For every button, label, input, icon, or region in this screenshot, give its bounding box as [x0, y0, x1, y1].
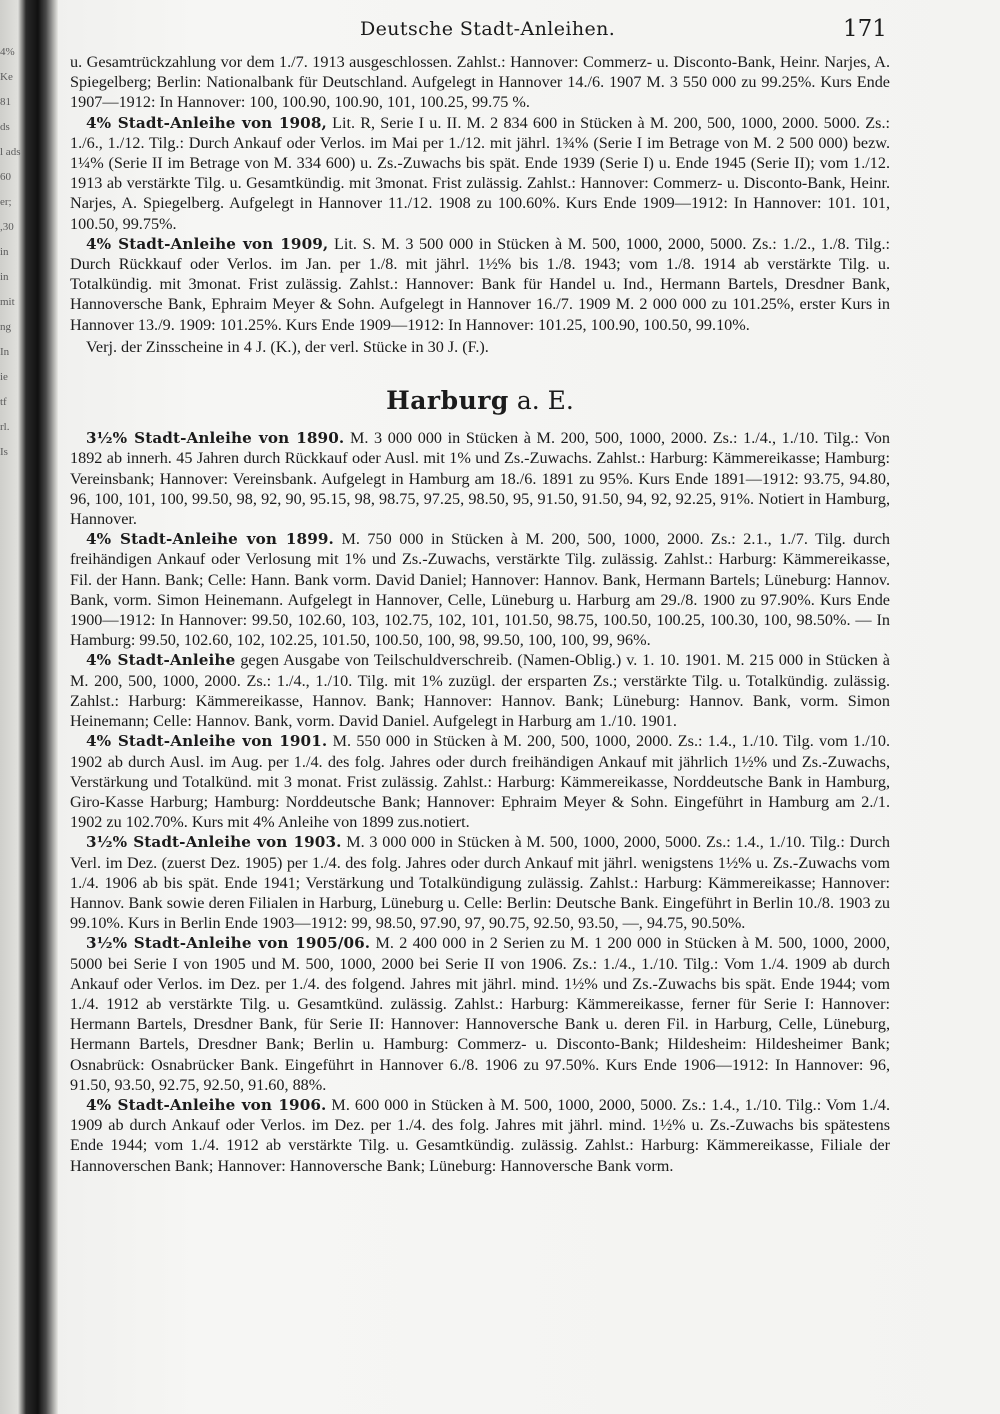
loan-title: 3½% Stadt-Anleihe von 1890.	[86, 429, 345, 448]
loan-details: M. 2 400 000 in 2 Serien zu M. 1 200 000 in Stücken à M. 500, 1000, 2000, 5000 bei Serie I von 1905 und M. 500, 1000, 2000 bei Serie II von 1906. Zs.: 1./4., 1./10. Tilg.: Vom 1./4. 1909 ab durch Ankauf oder Verlos. im Dez. per 1./4. des folgend. Jahres mit jährl. mind. 1½% und Zs.-Zuwachs bis spät. Ende 1944; vom 1./4. 1912 ab verstärkte Tilg. u. Gesamtkünd. zulässig. Zahlst.: Harburg: Kämmereikasse, ferner für Serie I: Hannover: Hermann Bartels, Dresdner Bank, für Serie II: Hannover: Hannoversche Bank u. deren Fil. in Harburg, Celle, Lüneburg, Hermann Bartels, Dresdner Bank; Berlin u. Hamburg: Commerz- u. Disconto-Bank; Hildesheim: Hildesheimer Bank; Osnabrück: Osnabrücker Bank. Eingeführt in Hannover 6./8. 1906 zu 97.50%. Kurs Ende 1906—1912: In Hannover: 96, 91.50, 93.50, 92.75, 92.50, 91.60, 88%.	[70, 934, 890, 1094]
loan-title: 3½% Stadt-Anleihe von 1905/06.	[86, 934, 371, 953]
loan-entry	[70, 731, 890, 832]
loan-details: Lit. S. M. 3 500 000 in Stücken à M. 500, 1000, 2000, 5000. Zs.: 1./2., 1./8. Tilg.: Durch Rückkauf oder Verlos. im Jan. per 1./8. mit jährl. 1½% bis 1./8. 1943; vom 1./8. 1914 ab verstärkte Tilg. u. Totalkündig. mit 3monat. Frist zulässig. Zahlst.: Hannover: Bank für Handel u. Ind., Hermann Bartels, Dresdner Bank, Hannoversche Bank, Ephraim Meyer & Sohn. Aufgelegt in Hannover 16./7. 1909 M. 2 000 000 zu 101.25%, erster Kurs in Hannover 13./9. 1909: 101.25%. Kurs Ende 1909—1912: In Hannover: 101.25, 100.90, 100.50, 99.10%.	[70, 234, 890, 334]
gutter-fragment: mit	[0, 296, 15, 308]
loan-title: 4% Stadt-Anleihe von 1909,	[86, 234, 329, 253]
loan-entry	[70, 933, 890, 1095]
loan-details: M. 3 000 000 in Stücken à M. 500, 1000, 2000, 5000. Zs.: 1.4., 1./10. Tilg.: Durch Verl. im Dez. (zuerst Dez. 1905) per 1./4. des folg. Jahres oder durch Ankauf mit jährl. wenigstens 1½% u. Zs.-Zuwachs vom 1./4. 1906 ab bis spät. Ende 1941; Verstärkung und Totalkündigung zulässig. Zahlst.: Harburg: Kämmereikasse; Hannover: Hannov. Bank sowie deren Filialen in Harburg, Lüneburg u. Celle: Berlin: Deutsche Bank. Eingeführt in Berlin 10./8. 1903 zu 99.10%. Kurs in Berlin Ende 1903—1912: 99, 98.50, 97.90, 97, 90.75, 92.50, 93.50, —, 94.75, 90.50%.	[70, 833, 890, 933]
document-page	[70, 12, 890, 1402]
loan-details: M. 750 000 in Stücken à M. 200, 500, 1000, 2000. Zs.: 2.1., 1./7. Tilg. durch freihändigen Ankauf oder Verlosung mit 1% und Zs.-Zuwachs, verstärkte Tilg. zulässig. Zahlst.: Harburg: Kämmereikasse, Fil. der Hann. Bank; Celle: Hann. Bank vorm. David Daniel; Hannover: Hannov. Bank, Hermann Bartels; Lüneburg: Hannov. Bank, vorm. Simon Heinemann. Aufgelegt in Hannover, Celle, Lüneburg u. Harburg am 29./8. 1900 zu 97.90%. Kurs Ende 1900—1912: In Hannover: 99.50, 102.60, 103, 102.75, 102, 101, 101.50, 98.75, 100.50, 100.25, 100.30, 100, 98.50%. — In Hamburg: 99.50, 102.60, 102, 102.25, 101.50, 100.50, 100, 98, 99.50, 100, 100, 99, 96%.	[70, 530, 890, 650]
limitation-note: Verj. der Zinsscheine in 4 J. (K.), der verl. Stücke in 30 J. (F.).	[86, 337, 489, 356]
loan-entry	[70, 1095, 890, 1176]
gutter-fragment: l ads	[0, 146, 21, 158]
gutter-fragment: Is	[0, 446, 8, 458]
loan-details: Lit. R, Serie I u. II. M. 2 834 600 in Stücken à M. 200, 500, 1000, 2000. 5000. Zs.: 1./6., 1./12. Tilg.: Durch Ankauf oder Verlos. im Mai per 1./12. mit jährl. 1¾% (Serie I im Betrage von M. 2 500 000) bezw. 1¼% (Serie II im Betrage von M. 334 600) u. Zs.-Zuwachs bis spät. Ende 1939 (Serie I) u. Ende 1945 (Serie II); vom 1./12. 1913 ab verstärkte Tilg. u. Gesamtkündig. mit 3monat. Frist zulässig. Zahlst.: Hannover: Commerz- u. Disconto-Bank, Heinr. Narjes, A. Spiegelberg. Aufgelegt in Hannover 11./12. 1908 zu 100.60%. Kurs Ende 1909—1912: In Hannover: 101. 101, 100.50, 99.75%.	[70, 113, 890, 233]
gutter-fragment: tf	[0, 396, 7, 408]
gutter-fragment: 81	[0, 96, 11, 108]
loan-entry	[70, 113, 890, 234]
running-title: Deutsche Stadt-Anleihen.	[360, 18, 616, 40]
gutter-fragment: In	[0, 346, 10, 358]
loan-details: gegen Ausgabe von Teilschuldverschreib. (Namen-Oblig.) v. 1. 10. 1901. M. 215 000 in Stücken à M. 200, 500, 1000, 2000. Zs.: 1./4., 1./10. Tilg. mit 1% zuzügl. der ersparten Zs.; verstärkte Tilg. u. Totalkündig. zulässig. Zahlst.: Harburg: Kämmereikasse, Hannov. Bank; Hannover: Hannov. Bank; Lüneburg: Hannov. Bank, vorm. Simon Heinemann; Celle: Hannov. Bank, vorm. David Daniel. Aufgelegt in Harburg am 1./10. 1901.	[70, 651, 890, 731]
gutter-fragment: rl.	[0, 421, 10, 433]
gutter-fragment: ds	[0, 121, 10, 133]
gutter-fragment: in	[0, 246, 9, 258]
loan-entry	[70, 529, 890, 650]
section-title-city: Harburg	[386, 386, 509, 416]
adjacent-page-fragments	[0, 40, 24, 600]
harburg-loan-list	[70, 428, 890, 1176]
gutter-fragment: 60	[0, 171, 11, 183]
loan-entry	[70, 428, 890, 529]
section-title-suffix: a. E.	[508, 386, 574, 416]
loan-details: M. 3 000 000 in Stücken à M. 200, 500, 1000, 2000. Zs.: 1./4., 1./10. Tilg.: Von 1892 ab innerh. 45 Jahren durch Rückkauf oder Ausl. mit 1% und Zs.-Zuwachs. Zahlst.: Harburg: Kämmereikasse; Hamburg: Vereinsbank; Hannover: Vereinsbank. Aufgelegt in Hamburg am 18./6. 1891 zu 95%. Kurs Ende 1891—1912: 93.75, 94.80, 96, 100, 101, 100, 99.50, 98, 92, 90, 95.15, 98, 98.75, 97.25, 98.50, 95, 91.50, 91.50, 94, 92, 92.25, 91%. Notiert in Hamburg, Hannover.	[70, 429, 890, 529]
loan-title: 4% Stadt-Anleihe von 1906.	[86, 1095, 327, 1114]
running-head	[70, 12, 890, 52]
loan-entry	[70, 234, 890, 335]
body-text	[70, 52, 890, 1176]
gutter-fragment: ,30	[0, 221, 14, 233]
loan-entry	[70, 650, 890, 731]
section-heading	[70, 386, 890, 416]
loan-title: 4% Stadt-Anleihe von 1899.	[86, 530, 334, 549]
gutter-fragment: in	[0, 271, 9, 283]
gutter-fragment: 4%	[0, 46, 15, 58]
gutter-fragment: Ke	[0, 71, 13, 83]
loan-title: 4% Stadt-Anleihe von 1901.	[86, 732, 328, 751]
continued-paragraph: u. Gesamtrückzahlung vor dem 1./7. 1913 ausgeschlossen. Zahlst.: Hannover: Commerz- u. Disconto-Bank, Heinr. Narjes, A. Spiegelberg; Berlin: Nationalbank für Deutschland. Aufgelegt in Hannover 14./6. 1907 M. 3 550 000 zu 99.25%. Kurs Ende 1907—1912: In Hannover: 100, 100.90, 100.90, 101, 100.25, 99.75 %.	[70, 53, 890, 112]
page-number: 171	[843, 16, 887, 42]
loan-details: M. 550 000 in Stücken à M. 200, 500, 1000, 2000. Zs.: 1.4., 1./10. Tilg. vom 1./10. 1902 ab durch Ausl. im Aug. per 1./4. des folg. Jahres oder durch freihändigen Ankauf mit jährlich 1½% und Zs.-Zuwachs, Verstärkung und Totalkünd. mit 3 monat. Frist zulässig. Zahlst.: Harburg: Kämmereikasse, Norddeutsche Bank in Hamburg, Giro-Kasse Harburg; Hamburg: Norddeutsche Bank; Hannover: Ephraim Meyer & Sohn. Eingeführt in Hamburg am 2./1. 1902 zu 102.70%. Kurs mit 4% Anleihe von 1899 zus.notiert.	[70, 732, 890, 832]
loan-title: 4% Stadt-Anleihe	[86, 651, 236, 670]
loan-title: 4% Stadt-Anleihe von 1908,	[86, 113, 327, 132]
gutter-fragment: er;	[0, 196, 12, 208]
loan-details: M. 600 000 in Stücken à M. 500, 1000, 2000, 5000. Zs.: 1.4., 1./10. Tilg.: Vom 1./4. 1909 ab durch Ankauf oder Verlos. im Dez. per 1./4. des folg. Jahres mit jährl. mind. 1½% u. Zs.-Zuwachs bis spätestens Ende 1944; vom 1./4. 1912 ab verstärkte Tilg. u. Gesamtkündig. zulässig. Zahlst.: Harburg: Kämmereikasse, Filiale der Hannoverschen Bank; Hannover: Hannoversche Bank; Lüneburg: Hannoversche Bank vorm.	[70, 1095, 891, 1175]
loan-title: 3½% Stadt-Anleihe von 1903.	[86, 833, 342, 852]
loan-entry	[70, 832, 890, 933]
gutter-fragment: ie	[0, 371, 8, 383]
gutter-fragment: ng	[0, 321, 11, 333]
